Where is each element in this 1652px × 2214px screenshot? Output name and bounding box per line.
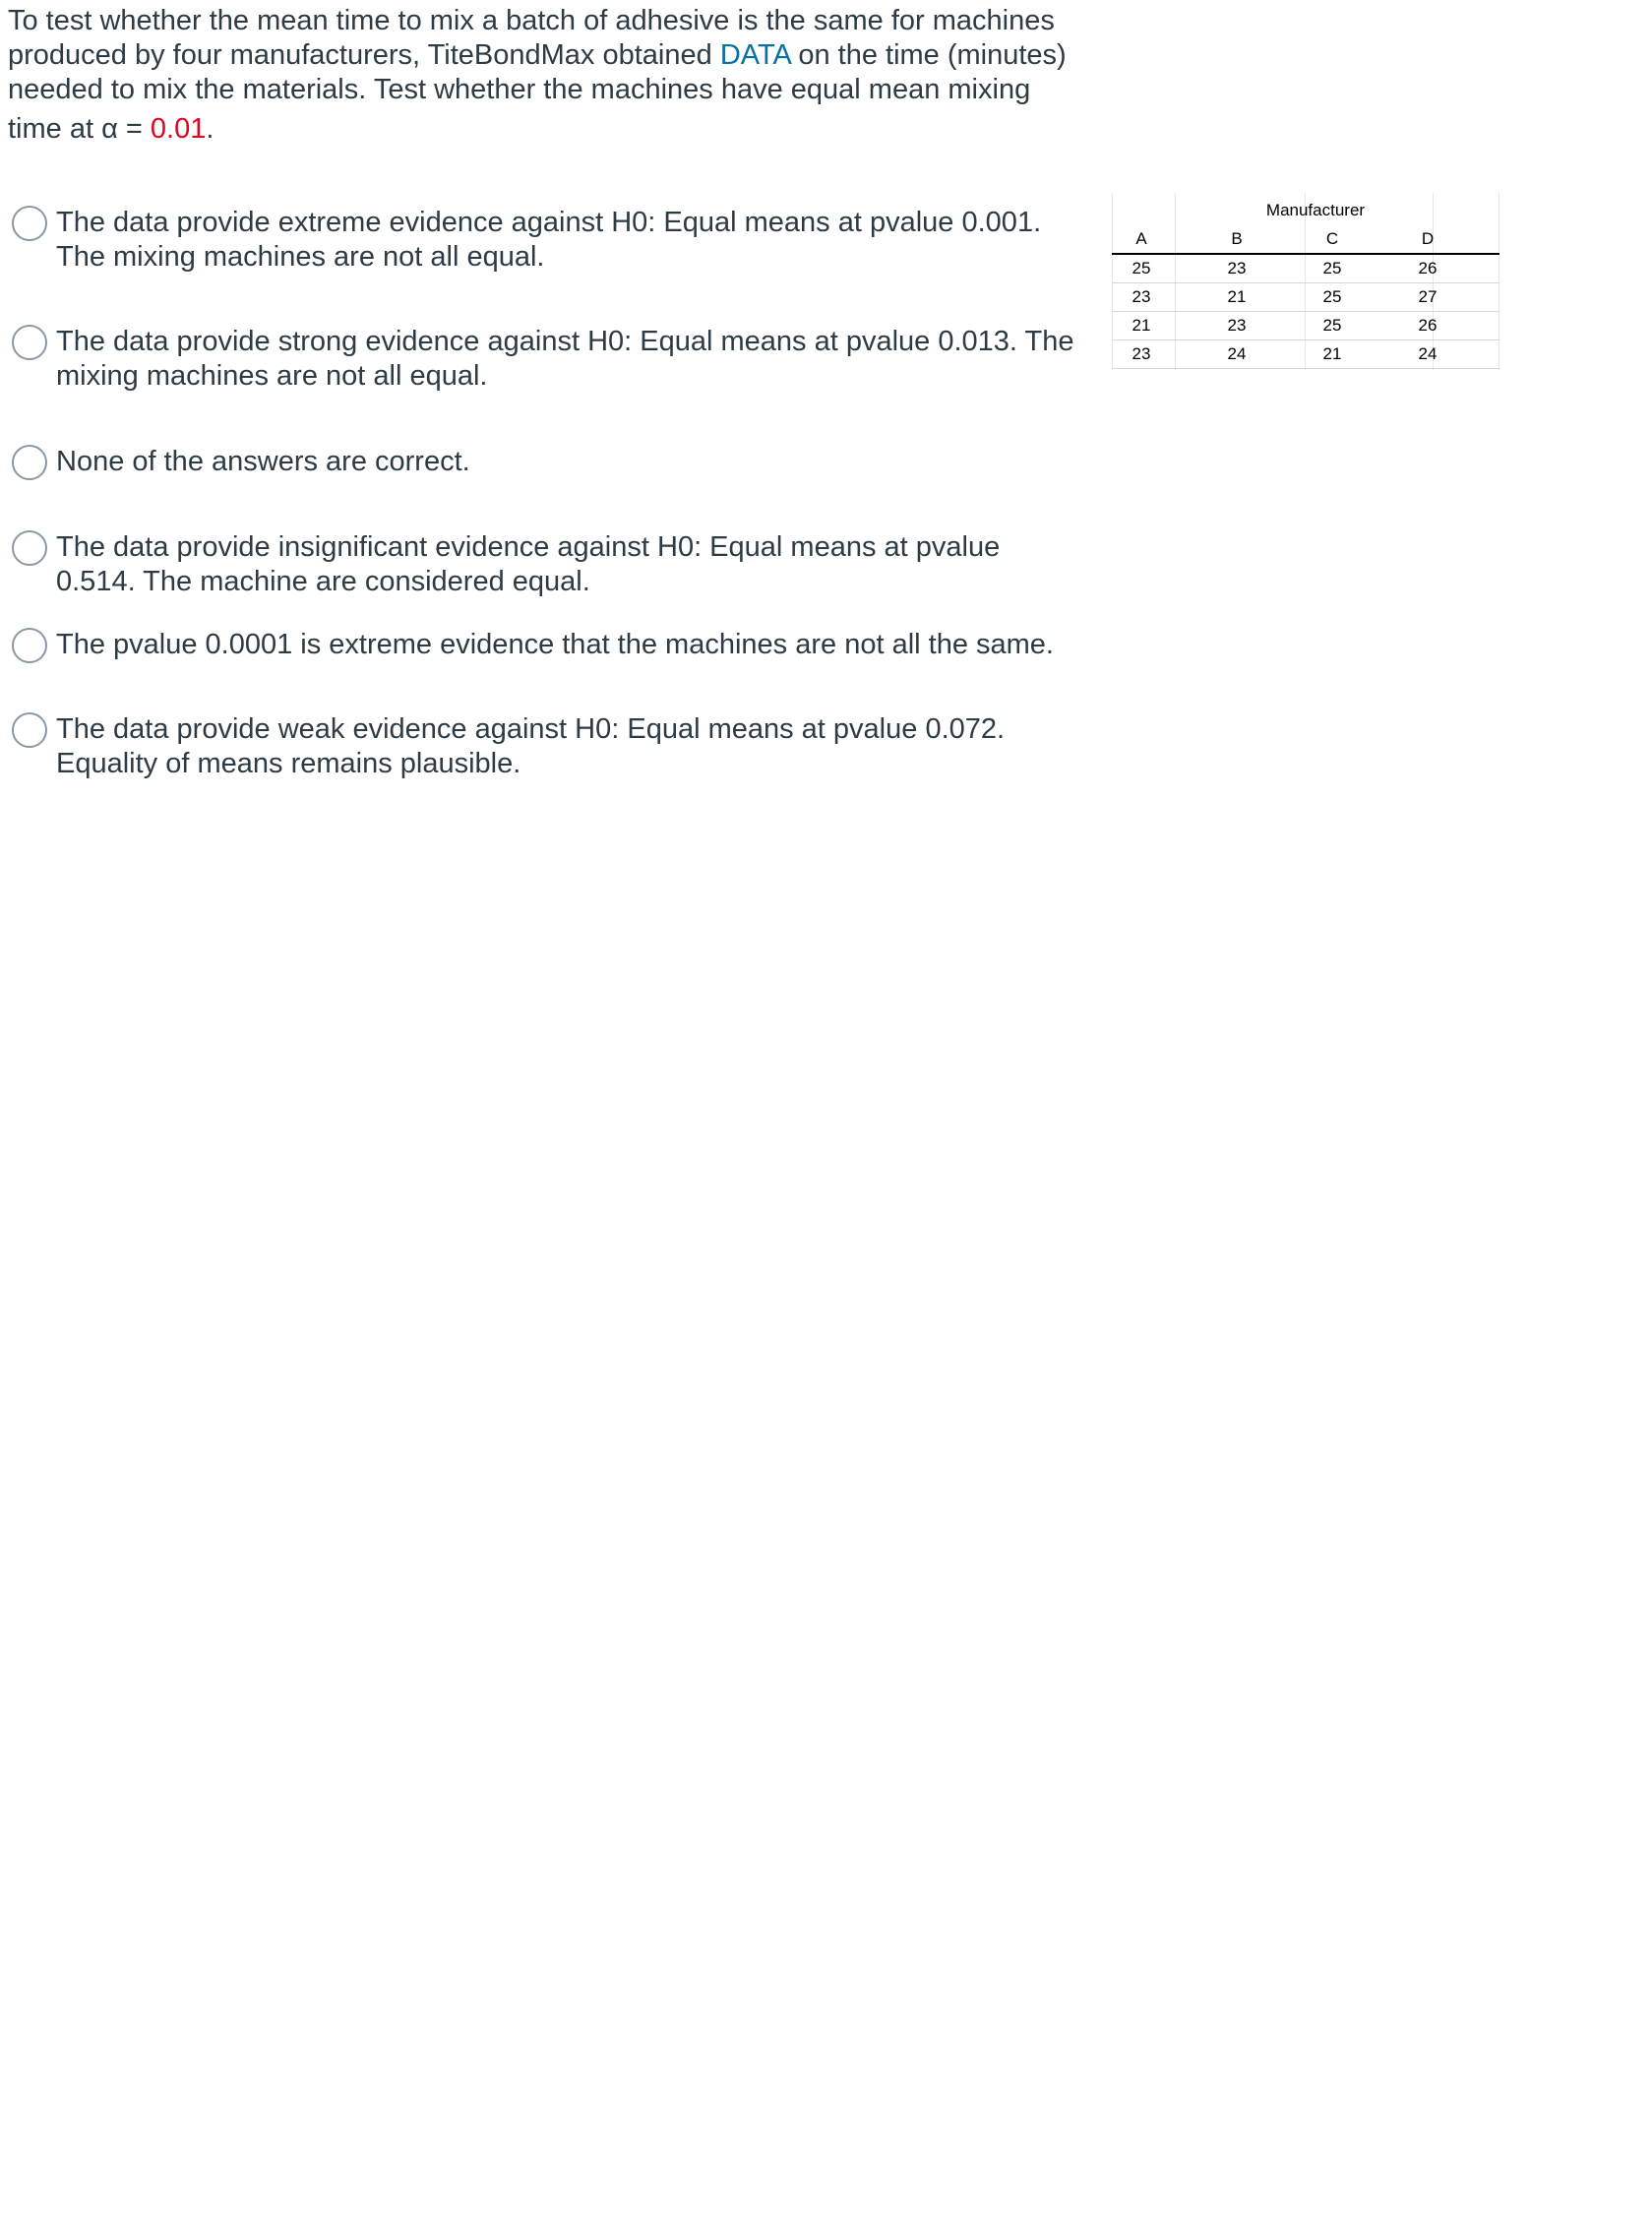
- answer-option-6[interactable]: [12, 712, 1015, 781]
- answer-option-4[interactable]: [12, 530, 1015, 599]
- radio-button[interactable]: [12, 325, 47, 360]
- table-cell: 21: [1132, 316, 1151, 335]
- answer-option-label: None of the answers are correct.: [56, 446, 470, 477]
- table-cell: 21: [1322, 344, 1342, 363]
- table-row: [1112, 254, 1499, 283]
- answer-option-label: The data provide strong evidence against H0: Equal means at pvalue 0.013. The mixing machines are not all equal.: [56, 326, 1074, 392]
- table-cell: 25: [1132, 259, 1151, 277]
- table-header-cell: C: [1325, 229, 1339, 248]
- table-cell: 23: [1132, 287, 1151, 306]
- table-header-cell: D: [1421, 229, 1435, 248]
- answer-option-label: The data provide extreme evidence against H0: Equal means at pvalue 0.001. The mixing machines are not all equal.: [56, 207, 1042, 273]
- table-cell: 23: [1227, 259, 1247, 277]
- table-row: [1112, 311, 1499, 340]
- question-text: [8, 4, 1100, 147]
- table-row: [1112, 282, 1499, 312]
- table-cell: 25: [1322, 259, 1342, 277]
- radio-button[interactable]: [12, 628, 47, 663]
- answer-option-5[interactable]: [12, 628, 1094, 663]
- alpha-value: 0.01: [150, 113, 207, 145]
- table-cell: 24: [1227, 344, 1247, 363]
- table-cell: 26: [1418, 316, 1438, 335]
- answer-option-label: The pvalue 0.0001 is extreme evidence that the machines are not all the same.: [56, 629, 1054, 660]
- table-header-cell: A: [1135, 229, 1147, 248]
- answer-option-label: The data provide insignificant evidence against H0: Equal means at pvalue 0.514. The machine are considered equal.: [56, 531, 1001, 597]
- question-part-4: .: [206, 113, 214, 145]
- table-group-label: Manufacturer: [1265, 201, 1366, 219]
- table-cell: 21: [1227, 287, 1247, 306]
- question-part-1: To test whether the mean time to mix a batch of adhesive is the same for machines produced by four manufacturers, TiteBondMax obtained: [8, 5, 1055, 71]
- table-header-cell: B: [1231, 229, 1243, 248]
- data-link[interactable]: DATA: [719, 39, 791, 71]
- table-row: [1112, 339, 1499, 369]
- answer-option-3[interactable]: [12, 445, 1074, 480]
- question-part-2: on the time (minutes) needed to mix the materials. Test whether the machines have equal mean mixing: [8, 39, 1067, 105]
- table-cell: 26: [1418, 259, 1438, 277]
- table-cell: 27: [1418, 287, 1438, 306]
- question-part-3: time at α =: [8, 113, 151, 145]
- table-cell: 23: [1132, 344, 1151, 363]
- table-cell: 23: [1227, 316, 1247, 335]
- table-cell: 24: [1418, 344, 1438, 363]
- radio-button[interactable]: [12, 206, 47, 241]
- radio-button[interactable]: [12, 530, 47, 566]
- table-cell: 25: [1322, 287, 1342, 306]
- table-header-row: [1112, 224, 1499, 255]
- radio-button[interactable]: [12, 445, 47, 480]
- answer-option-1[interactable]: [12, 206, 1065, 275]
- radio-button[interactable]: [12, 712, 47, 748]
- table-cell: 25: [1322, 316, 1342, 335]
- answer-option-2[interactable]: [12, 325, 1074, 394]
- answer-option-label: The data provide weak evidence against H0: Equal means at pvalue 0.072. Equality of means remains plausible.: [56, 713, 1006, 779]
